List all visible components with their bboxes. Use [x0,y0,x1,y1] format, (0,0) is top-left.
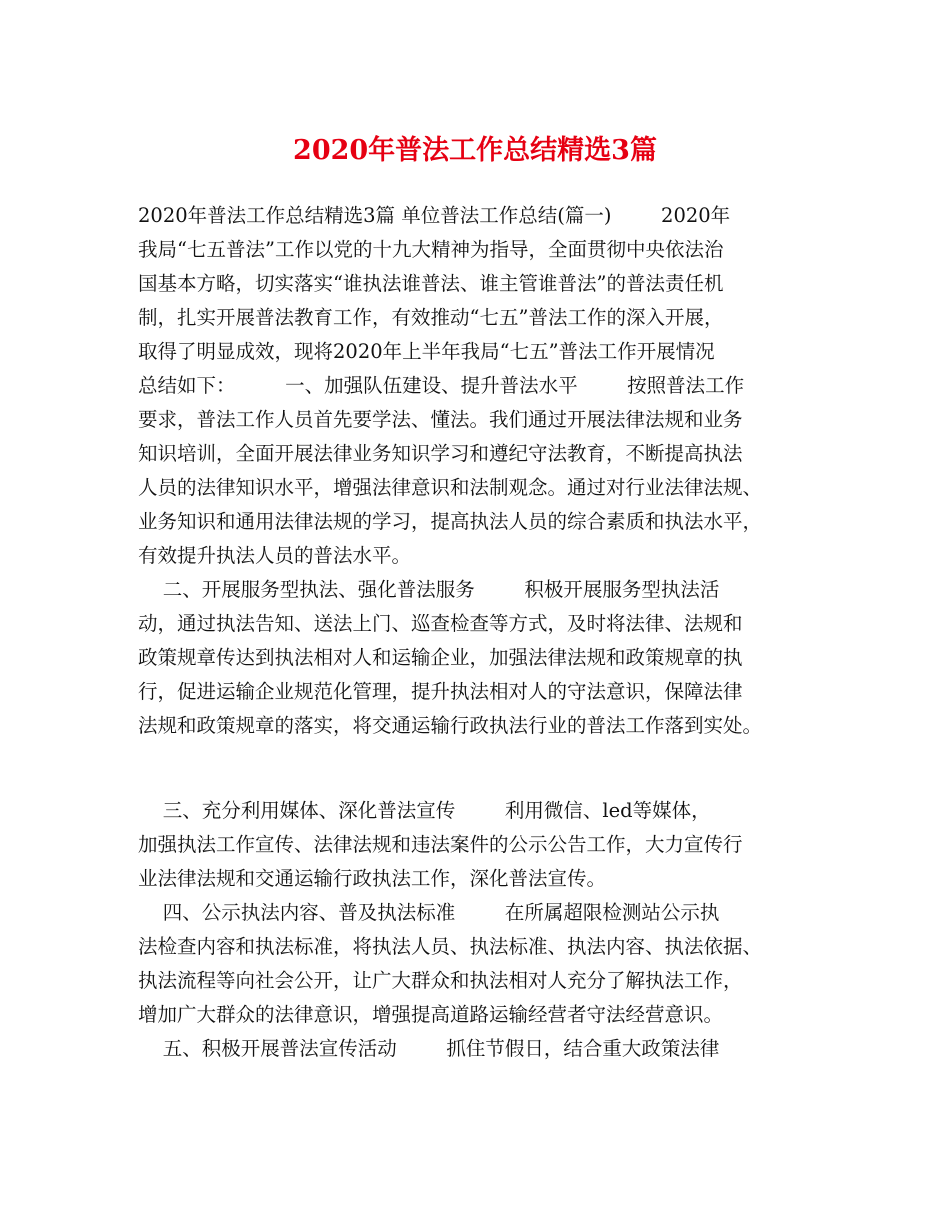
body-line-9: 人员的法律知识水平，增强法律意识和法制观念。通过对行业法律法规、 [138,476,763,499]
body-line-1: 2020年普法工作总结精选3篇 单位普法工作总结(篇一) 2020年 [138,204,731,227]
body-line-12: 二、开展服务型执法、强化普法服务 积极开展服务型执法活 [138,578,720,601]
body-line-20: 四、公示执法内容、普及执法标准 在所属超限检测站公示执 [138,901,720,924]
body-line-11: 有效提升执法人员的普法水平。 [138,544,412,567]
body-line-19: 业法律法规和交通运输行政执法工作，深化普法宣传。 [138,867,607,890]
body-line-16: 法规和政策规章的落实，将交通运输行政执法行业的普法工作落到实处。 [138,714,763,737]
body-line-22: 执法流程等向社会公开，让广大群众和执法相对人充分了解执法工作， [138,969,743,992]
body-line-4: 制，扎实开展普法教育工作，有效推动“七五”普法工作的深入开展， [138,306,724,329]
body-line-15: 行，促进运输企业规范化管理，提升执法相对人的守法意识，保障法律 [138,680,743,703]
body-line-17: 三、充分利用媒体、深化普法宣传 利用微信、led等媒体， [138,799,711,822]
body-line-21: 法检查内容和执法标准，将执法人员、执法标准、执法内容、执法依据、 [138,935,763,958]
body-line-13: 动，通过执法告知、送法上门、巡查检查等方式，及时将法律、法规和 [138,612,743,635]
body-line-14: 政策规章传达到执法相对人和运输企业，加强法律法规和政策规章的执 [138,646,743,669]
body-line-10: 业务知识和通用法律法规的学习，提高执法人员的综合素质和执法水平， [138,510,763,533]
body-line-2: 我局“七五普法”工作以党的十九大精神为指导，全面贯彻中央依法治 [138,238,724,261]
body-line-8: 知识培训，全面开展法律业务知识学习和遵纪守法教育，不断提高执法 [138,442,743,465]
body-line-18: 加强执法工作宣传、法律法规和违法案件的公示公告工作，大力宣传行 [138,833,743,856]
body-line-24: 五、积极开展普法宣传活动 抓住节假日，结合重大政策法律 [138,1037,720,1060]
body-line-7: 要求，普法工作人员首先要学法、懂法。我们通过开展法律法规和业务 [138,408,743,431]
body-line-23: 增加广大群众的法律意识，增强提高道路运输经营者守法经营意识。 [138,1003,724,1026]
document-title: 2020年普法工作总结精选3篇 [293,135,657,166]
body-line-6: 总结如下： 一、加强队伍建设、提升普法水平 按照普法工作 [138,374,745,397]
body-line-5: 取得了明显成效，现将2020年上半年我局“七五”普法工作开展情况 [138,340,715,363]
body-line-3: 国基本方略，切实落实“谁执法谁普法、谁主管谁普法”的普法责任机 [138,272,724,295]
